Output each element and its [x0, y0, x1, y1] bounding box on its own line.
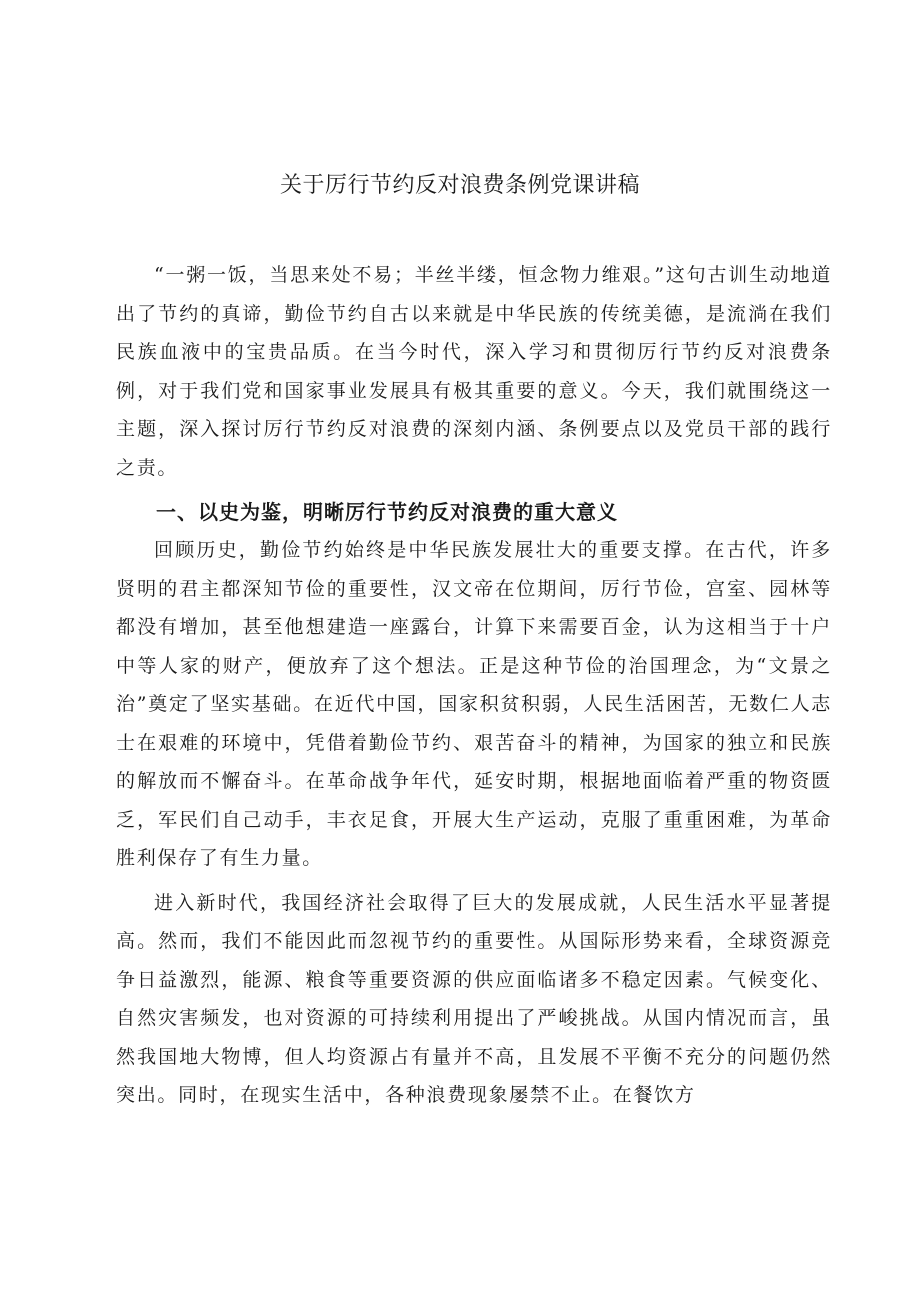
- intro-paragraph: “一粥一饭，当思来处不易；半丝半缕，恒念物力维艰。”这句古训生动地道出了节约的真谛，勤俭节约自古以来就是中华民族的传统美德，是流淌在我们民族血液中的宝贵品质。在当今时代，深入学习和贯彻厉行节约反对浪费条例，对于我们党和国家事业发展具有极其重要的意义。今天，我们就围绕这一主题，深入探讨厉行节约反对浪费的深刻内涵、条例要点以及党员干部的践行之责。: [116, 264, 832, 479]
- body-paragraph: 进入新时代，我国经济社会取得了巨大的发展成就，人民生活水平显著提高。然而，我们不能因此而忽视节约的重要性。从国际形势来看，全球资源竞争日益激烈，能源、粮食等重要资源的供应面临诸多不稳定因素。气候变化、自然灾害频发，也对资源的可持续利用提出了严峻挑战。从国内情况而言，虽然我国地大物博，但人均资源占有量并不高，且发展不平衡不充分的问题仍然突出。同时，在现实生活中，各种浪费现象屡禁不止。在餐饮方: [116, 891, 832, 1106]
- document-body: [116, 256, 832, 1115]
- document-title: 关于厉行节约反对浪费条例党课讲稿: [279, 173, 640, 198]
- body-paragraph: 回顾历史，勤俭节约始终是中华民族发展壮大的重要支撑。在古代，许多贤明的君主都深知节俭的重要性，汉文帝在位期间，厉行节俭，宫室、园林等都没有增加，甚至他想建造一座露台，计算下来需要百金，认为这相当于十户中等人家的财产，便放弃了这个想法。正是这种节俭的治国理念，为“文景之治”奠定了坚实基础。在近代中国，国家积贫积弱，人民生活困苦，无数仁人志士在艰难的环境中，凭借着勤俭节约、艰苦奋斗的精神，为国家的独立和民族的解放而不懈奋斗。在革命战争年代，延安时期，根据地面临着严重的物资匮乏，军民们自己动手，丰衣足食，开展大生产运动，克服了重重困难，为革命胜利保存了有生力量。: [116, 539, 832, 869]
- section-heading: 一、以史为鉴，明晰厉行节约反对浪费的重大意义: [156, 500, 618, 524]
